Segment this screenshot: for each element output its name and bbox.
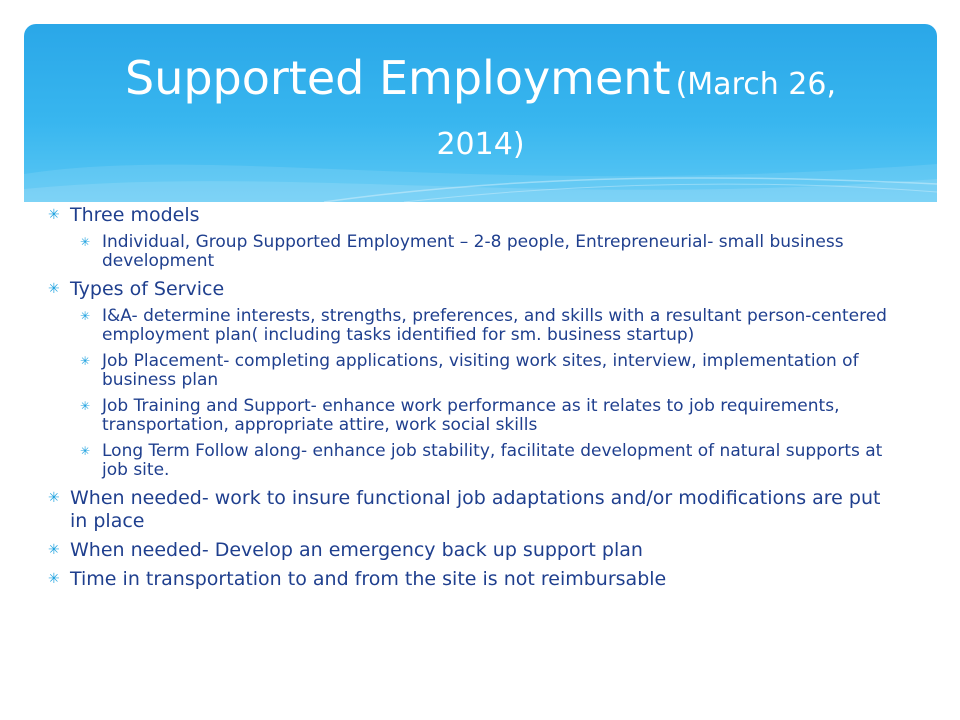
bullet-star-icon: ✳ [80, 235, 91, 249]
bullet-item [48, 539, 900, 562]
sub-bullet-text: Individual, Group Supported Employment – 2-8 people, Entrepreneurial- small business development [102, 232, 844, 271]
bullet-item [48, 568, 900, 591]
bullet-star-icon: ✳ [48, 281, 60, 297]
sub-bullet-text: Job Placement- completing applications, visiting work sites, interview, implementation of business plan [102, 351, 859, 390]
bullet-star-icon: ✳ [80, 354, 91, 368]
sub-bullet-text: Job Training and Support- enhance work performance as it relates to job requirements, transportation, appropriate attire, work social skills [102, 396, 840, 435]
bullet-star-icon: ✳ [80, 309, 91, 323]
bullet-text: Types of Service [70, 278, 225, 300]
sub-bullet-item [80, 442, 900, 480]
bullet-item [48, 278, 900, 301]
bullet-star-icon: ✳ [48, 571, 60, 587]
bullet-text: When needed- Develop an emergency back up support plan [70, 539, 643, 561]
sub-bullet-text: Long Term Follow along- enhance job stability, facilitate development of natural supports at job site. [102, 441, 883, 480]
sub-bullet-item [80, 233, 900, 271]
sub-bullet-item [80, 307, 900, 345]
sub-bullet-item [80, 352, 900, 390]
bullet-star-icon: ✳ [48, 542, 60, 558]
bullet-item [48, 204, 900, 227]
bullet-star-icon: ✳ [80, 444, 91, 458]
title-date-part2: 2014) [436, 127, 525, 162]
sub-bullet-text: I&A- determine interests, strengths, preferences, and skills with a resultant person-centered employment plan( including tasks identified for sm. business startup) [102, 306, 887, 345]
bullet-star-icon: ✳ [80, 399, 91, 413]
bullet-text: When needed- work to insure functional job adaptations and/or modifications are put in place [70, 487, 881, 532]
slide-title [24, 50, 937, 177]
bullet-star-icon: ✳ [48, 207, 60, 223]
sub-bullet-item [80, 397, 900, 435]
bullet-list [48, 204, 900, 597]
bullet-star-icon: ✳ [48, 490, 60, 506]
bullet-text: Three models [70, 204, 200, 226]
bullet-text: Time in transportation to and from the site is not reimbursable [70, 568, 667, 590]
bullet-item [48, 487, 900, 533]
title-date-part1: (March 26, [675, 67, 836, 102]
title-main: Supported Employment [125, 51, 671, 105]
